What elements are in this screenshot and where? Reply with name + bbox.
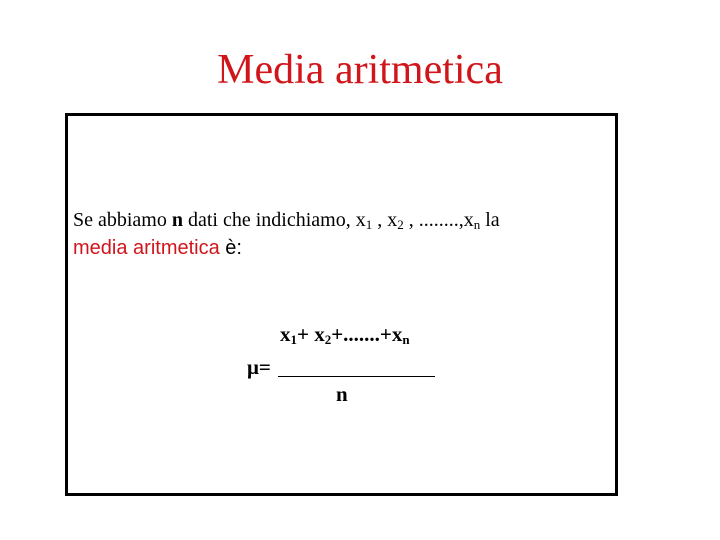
intro-text-5: la: [480, 209, 500, 231]
mu-symbol: μ: [247, 355, 259, 379]
fraction-line: [278, 376, 435, 377]
intro-n-bold: n: [171, 209, 183, 231]
intro-sub-1: 1: [365, 217, 373, 232]
formula-numerator: [280, 322, 410, 347]
intro-highlight: media aritmetica: [73, 237, 220, 259]
intro-sub-2: 2: [397, 217, 404, 232]
intro-text-2: dati che indichiamo, x: [183, 209, 366, 231]
intro-paragraph: [73, 206, 613, 262]
num-x1: x: [280, 322, 291, 346]
num-sub-2: 2: [324, 332, 332, 347]
intro-text-1: Se abbiamo: [73, 209, 172, 231]
num-sub-n: n: [402, 332, 410, 347]
formula-denominator: n: [336, 382, 348, 406]
slide-title: Media aritmetica: [217, 47, 503, 93]
intro-text-3: , x: [372, 209, 398, 231]
intro-sub-n: n: [473, 217, 481, 232]
intro-text-6: è:: [219, 237, 242, 259]
content-box: [65, 113, 618, 496]
formula-mu-equals: [247, 355, 271, 380]
intro-text-4: , ........,x: [403, 209, 474, 231]
num-sub-1: 1: [290, 332, 297, 347]
equals-sign: =: [258, 355, 271, 379]
num-dots-xn: +.......+x: [331, 322, 403, 346]
num-plus-x2: + x: [297, 322, 325, 346]
